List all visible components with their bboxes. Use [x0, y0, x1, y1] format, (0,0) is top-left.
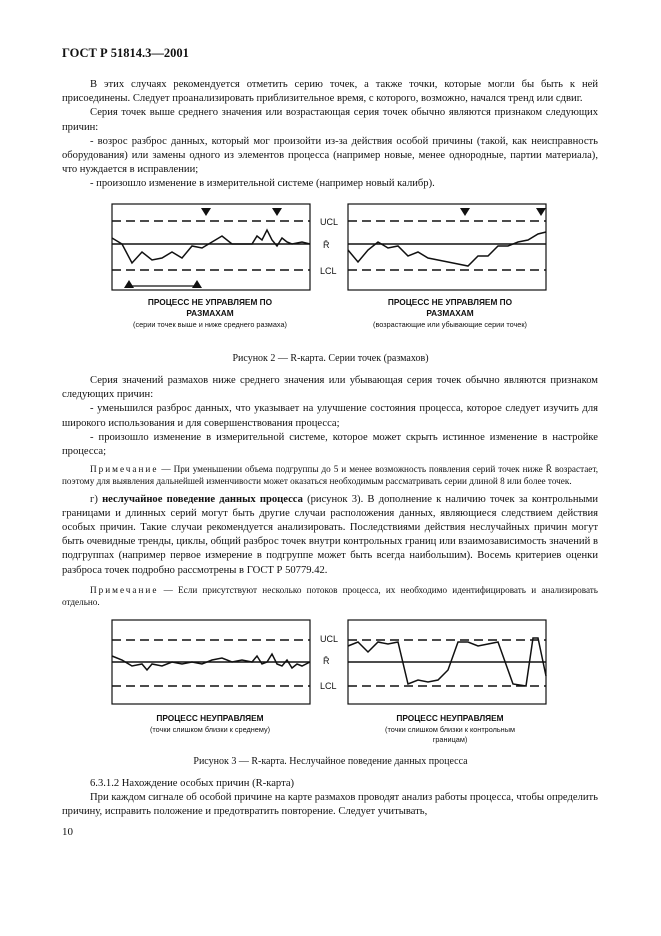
- section-heading: 6.3.1.2 Нахождение особых причин (R-карта): [90, 778, 295, 789]
- ucl-label-2: UCL: [320, 634, 339, 644]
- paragraph: При каждом сигнале об особой причине на карте размахов проводят анализ работы процесса, чтобы определить причину, исправить положение и предотвратить повторение. Следует учитывать,: [62, 792, 598, 818]
- lcl-label-2: LCL: [320, 681, 337, 691]
- run-marker-triangle-icon: [272, 208, 282, 216]
- figure-2-right-chart: [348, 200, 546, 297]
- note-2-text: — Если присутствуют несколько потоков процесса, их необходимо идентифицировать и анализировать отдельно.: [62, 584, 598, 608]
- ucl-label: UCL: [320, 217, 339, 227]
- bullet-item: - уменьшился разброс данных, что указывает на улучшение состояния процесса, которое следует изучить для широкого использования и для совершенствования процесса;: [62, 403, 598, 429]
- figure-3-right-title: ПРОЦЕСС НЕУПРАВЛЯЕМ: [396, 713, 504, 723]
- note-text: — При уменьшении объема подгруппы до 5 и менее возможность появления серий точек ниже R̄ возрастает, поэтому для выявления дальнейшей изменчивости может оказаться необходимым рассматривать серии длиной 8 или более точек.: [62, 464, 598, 487]
- text-block-3: [62, 777, 598, 820]
- run-marker-triangle-icon: [192, 280, 202, 288]
- r-chart-hugging-center: [112, 620, 310, 704]
- paragraph: Серия точек выше среднего значения или возрастающая серия точек обычно являются признаком следующих причин:: [62, 107, 598, 133]
- run-marker-triangle-icon: [536, 208, 546, 216]
- text-block-2: [62, 374, 598, 608]
- item-g: [62, 493, 598, 578]
- figure-3-right-subtitle: (точки слишком близки к контрольным границам): [385, 725, 515, 744]
- item-g-text: (рисунок 3). В дополнение к наличию точек за контрольными границами и длинных серий могут быть другие случаи расположения данных, являющиеся следствием действия особых причин. Такие случаи рекомендуется анализировать. Последствиями действия неслучайных причин могут быть очевидные тренды, циклы, общий разброс точек внутри контрольных границ или взаимозависимость значений в подгруппах (например первое измерение в подгруппе может быть всегда наибольшим). Восемь критериев оценки разброса точек подробно рассмотрены в ГОСТ Р 50779.42.: [62, 493, 598, 576]
- bullet-item: - возрос разброс данных, который мог произойти из-за действия особой причины (такой, как неисправность оборудования) или замены одного из элементов процесса (например новые, менее однородные, партии материала), что нуждается в исправлении;: [62, 135, 598, 176]
- run-marker-triangle-icon: [460, 208, 470, 216]
- note: [62, 463, 598, 487]
- figure-2-right-subtitle: (возрастающие или убывающие серии точек): [373, 320, 527, 329]
- figure-2-left-title: ПРОЦЕСС НЕ УПРАВЛЯЕМ ПО РАЗМАХАМ: [147, 297, 273, 318]
- rbar-label-2: R̄: [323, 656, 330, 666]
- bullet-item: - произошло изменение в измерительной системе (например новый калибр).: [90, 178, 435, 190]
- r-chart-hugging-limits: [348, 620, 546, 704]
- figure-3-left-subtitle: (точки слишком близки к среднему): [149, 725, 271, 734]
- run-marker-triangle-icon: [124, 280, 134, 288]
- note-2: [62, 584, 598, 608]
- lcl-label: LCL: [320, 266, 337, 276]
- r-chart-runs-above-below: [112, 200, 310, 292]
- figure-2-left-subtitle: (серии точек выше и ниже среднего размаха): [133, 320, 287, 329]
- run-marker-triangle-icon: [201, 208, 211, 216]
- figure-2-left-chart: [112, 200, 310, 297]
- figure-3-caption: Рисунок 3 — R-карта. Неслучайное поведение данных процесса: [193, 756, 468, 767]
- figure-3-left-title: ПРОЦЕСС НЕУПРАВЛЯЕМ: [156, 713, 264, 723]
- item-g-label: г): [90, 493, 103, 505]
- note-2-label: Примечание: [90, 584, 159, 595]
- bullet-item: - произошло изменение в измерительной системе, которое может скрыть истинное изменение в настройке процесса;: [62, 431, 598, 458]
- document-header: ГОСТ Р 51814.3—2001: [62, 46, 189, 60]
- paragraph: Серия значений размахов ниже среднего значения или убывающая серия точек обычно являются признаком следующих причин:: [62, 375, 598, 401]
- figure-3-right-chart: [348, 620, 546, 709]
- item-g-bold: неслучайное поведение данных процесса: [102, 493, 303, 505]
- r-chart-trend: [348, 200, 546, 292]
- note-label: Примечание: [90, 464, 159, 475]
- page-number: 10: [62, 826, 73, 838]
- figure-2-right-title: ПРОЦЕСС НЕ УПРАВЛЯЕМ ПО РАЗМАХАМ: [387, 297, 513, 318]
- figure-2-caption: Рисунок 2 — R-карта. Серии точек (размахов): [232, 353, 429, 364]
- paragraph: В этих случаях рекомендуется отметить серию точек, а также точки, которые могли бы быть к ней присоединены. Следует проанализировать приблизительное время, с которого, возможно, начался тренд или сдвиг.: [62, 79, 598, 105]
- figure-3-left-chart: [112, 620, 310, 709]
- text-block-1: [62, 78, 598, 192]
- rbar-label: R̄: [323, 240, 330, 250]
